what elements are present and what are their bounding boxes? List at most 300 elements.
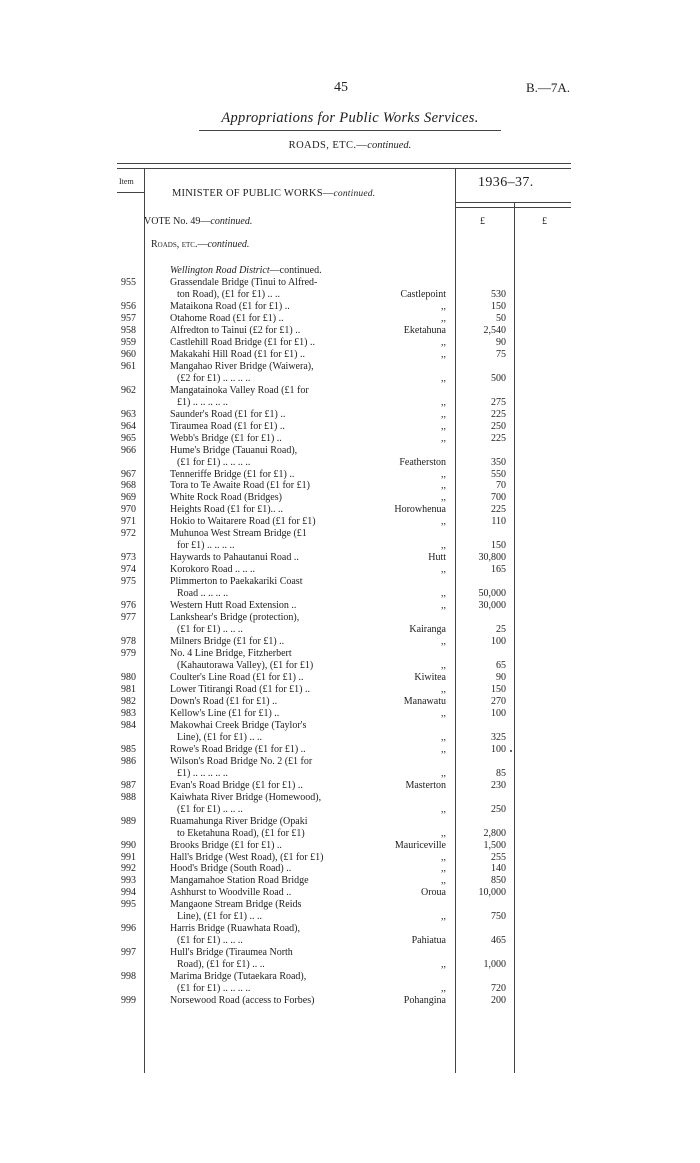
amount: 100 xyxy=(491,707,506,719)
row-line xyxy=(0,852,700,864)
item-description: Road .. .. .. .. xyxy=(177,588,229,600)
item-description: (£1 for £1) .. .. .. .. xyxy=(177,456,251,468)
item-number: 962 xyxy=(121,384,136,396)
row-line xyxy=(0,684,700,696)
amount: 165 xyxy=(491,564,506,576)
row-line xyxy=(0,528,700,540)
table-row xyxy=(0,301,700,313)
item-description: ton Road), (£1 for £1) .. .. xyxy=(177,288,281,300)
table-row xyxy=(0,361,700,385)
row-line xyxy=(0,325,700,337)
electorate: ,, xyxy=(441,336,446,348)
item-number: 984 xyxy=(121,719,136,731)
row-line xyxy=(0,469,700,481)
electorate: ,, xyxy=(441,492,446,504)
table-row xyxy=(0,564,700,576)
item-number: 986 xyxy=(121,755,136,767)
item-number: 982 xyxy=(121,695,136,707)
row-line xyxy=(0,696,700,708)
table-top-rule-2 xyxy=(117,168,571,169)
currency-symbol-2: £ xyxy=(542,216,547,227)
item-number: 973 xyxy=(121,552,136,564)
item-number: 971 xyxy=(121,516,136,528)
table-row xyxy=(0,696,700,708)
row-line xyxy=(0,780,700,792)
item-number: 985 xyxy=(121,743,136,755)
electorate: ,, xyxy=(441,636,446,648)
row-line xyxy=(0,540,700,552)
row-line xyxy=(0,792,700,804)
amount: 255 xyxy=(491,851,506,863)
item-description: Haywards to Pahautanui Road .. xyxy=(170,552,299,564)
electorate: ,, xyxy=(441,600,446,612)
amount: 225 xyxy=(491,408,506,420)
table-row xyxy=(0,277,700,301)
row-line xyxy=(0,959,700,971)
table-row xyxy=(0,445,700,469)
electorate: ,, xyxy=(441,312,446,324)
roads-text: Roads, etc.— xyxy=(151,239,208,250)
item-number: 970 xyxy=(121,504,136,516)
table-row xyxy=(0,780,700,792)
item-number: 992 xyxy=(121,863,136,875)
item-description: Harris Bridge (Ruawhata Road), xyxy=(170,923,300,935)
subtitle-continued: continued. xyxy=(367,140,412,151)
row-line xyxy=(0,480,700,492)
item-number: 981 xyxy=(121,683,136,695)
row-line xyxy=(0,708,700,720)
minister-heading xyxy=(172,188,375,199)
amount: 275 xyxy=(491,396,506,408)
row-line xyxy=(0,947,700,959)
section-subtitle xyxy=(0,140,700,151)
roads-continued: continued. xyxy=(207,239,250,250)
item-number: 959 xyxy=(121,336,136,348)
amount: 70 xyxy=(496,480,506,492)
item-description: (£1 for £1) .. .. .. .. xyxy=(177,983,251,995)
item-description: Mataikona Road (£1 for £1) .. xyxy=(170,300,290,312)
item-number: 963 xyxy=(121,408,136,420)
amount: 225 xyxy=(491,504,506,516)
table-row xyxy=(0,816,700,840)
item-description: Kaiwhata River Bridge (Homewood), xyxy=(170,791,322,803)
table-row xyxy=(0,349,700,361)
item-number: 972 xyxy=(121,528,136,540)
item-description: Hume's Bridge (Tauanui Road), xyxy=(170,444,298,456)
row-line xyxy=(0,552,700,564)
row-line xyxy=(0,337,700,349)
item-description: to Eketahuna Road), (£1 for £1) xyxy=(177,827,305,839)
amount: 2,540 xyxy=(483,324,506,336)
electorate: Horowhenua xyxy=(394,504,446,516)
item-number: 983 xyxy=(121,707,136,719)
item-description: Down's Road (£1 for £1) .. xyxy=(170,695,278,707)
item-description: Rowe's Road Bridge (£1 for £1) .. xyxy=(170,743,306,755)
electorate: Manawatu xyxy=(403,695,446,707)
currency-symbol-1: £ xyxy=(480,216,485,227)
item-number: 980 xyxy=(121,671,136,683)
table-row xyxy=(0,648,700,672)
amount: 250 xyxy=(491,803,506,815)
items-table xyxy=(0,277,700,1007)
electorate: ,, xyxy=(441,743,446,755)
electorate: Masterton xyxy=(405,779,446,791)
row-line xyxy=(0,935,700,947)
item-description: Hall's Bridge (West Road), (£1 for £1) xyxy=(170,851,324,863)
item-description: Hokio to Waitarere Road (£1 for £1) xyxy=(170,516,316,528)
amount: 1,000 xyxy=(483,959,506,971)
row-line xyxy=(0,744,700,756)
electorate: ,, xyxy=(441,408,446,420)
amount: 500 xyxy=(491,372,506,384)
item-number: 993 xyxy=(121,875,136,887)
table-row xyxy=(0,421,700,433)
electorate: ,, xyxy=(441,911,446,923)
item-description: Marima Bridge (Tutaekara Road), xyxy=(170,971,307,983)
item-description: (£2 for £1) .. .. .. .. xyxy=(177,372,251,384)
table-row xyxy=(0,576,700,600)
item-number: 995 xyxy=(121,899,136,911)
row-line xyxy=(0,804,700,816)
item-number: 990 xyxy=(121,839,136,851)
electorate: Hutt xyxy=(428,552,446,564)
row-line xyxy=(0,911,700,923)
amount: 150 xyxy=(491,300,506,312)
electorate: ,, xyxy=(441,660,446,671)
vote-continued: continued. xyxy=(210,216,253,227)
row-line xyxy=(0,636,700,648)
row-line xyxy=(0,516,700,528)
item-number: 999 xyxy=(121,995,136,1007)
item-number: 955 xyxy=(121,277,136,288)
year-header-rule xyxy=(455,202,571,203)
item-number: 965 xyxy=(121,432,136,444)
row-line xyxy=(0,887,700,899)
table-row xyxy=(0,852,700,864)
row-line xyxy=(0,923,700,935)
table-row xyxy=(0,469,700,481)
row-line xyxy=(0,421,700,433)
amount: 50 xyxy=(496,312,506,324)
item-description: Lower Titirangi Road (£1 for £1) .. xyxy=(170,683,310,695)
item-description: (£1 for £1) .. .. .. xyxy=(177,935,243,947)
district-heading xyxy=(170,265,322,276)
row-line xyxy=(0,624,700,636)
item-description: Wilson's Road Bridge No. 2 (£1 for xyxy=(170,755,313,767)
electorate: ,, xyxy=(441,480,446,492)
electorate: Eketahuna xyxy=(403,324,446,336)
electorate: ,, xyxy=(441,731,446,743)
item-description: Milners Bridge (£1 for £1) .. xyxy=(170,636,285,648)
table-row xyxy=(0,409,700,421)
item-number: 958 xyxy=(121,324,136,336)
amount: 720 xyxy=(491,983,506,995)
item-description: Grassendale Bridge (Tinui to Alfred- xyxy=(170,277,318,288)
table-row xyxy=(0,504,700,516)
amount: 30,800 xyxy=(478,552,506,564)
row-line xyxy=(0,445,700,457)
amount: 85 xyxy=(496,767,506,779)
item-description: Webb's Bridge (£1 for £1) .. xyxy=(170,432,282,444)
row-line xyxy=(0,457,700,469)
row-line xyxy=(0,564,700,576)
electorate: ,, xyxy=(441,396,446,408)
amount: 200 xyxy=(491,995,506,1007)
amount: 110 xyxy=(491,516,506,528)
row-line xyxy=(0,373,700,385)
item-description: (£1 for £1) .. .. .. xyxy=(177,803,243,815)
item-description: No. 4 Line Bridge, Fitzherbert xyxy=(170,648,292,660)
amount: 250 xyxy=(491,420,506,432)
electorate: ,, xyxy=(441,683,446,695)
amount: 465 xyxy=(491,935,506,947)
item-description: Plimmerton to Paekakariki Coast xyxy=(170,576,303,588)
item-description: Castlehill Road Bridge (£1 for £1) .. xyxy=(170,336,315,348)
amount: 325 xyxy=(491,731,506,743)
table-row xyxy=(0,313,700,325)
row-line xyxy=(0,899,700,911)
year-header: 1936–37. xyxy=(478,175,534,190)
row-line xyxy=(0,576,700,588)
item-description: Mangahao River Bridge (Waiwera), xyxy=(170,360,314,372)
electorate: ,, xyxy=(441,983,446,995)
item-header-rule xyxy=(117,192,144,193)
item-description: Ruamahunga River Bridge (Opaki xyxy=(170,815,308,827)
table-row xyxy=(0,708,700,720)
row-line xyxy=(0,349,700,361)
item-number: 987 xyxy=(121,779,136,791)
amount: 350 xyxy=(491,456,506,468)
row-line xyxy=(0,720,700,732)
item-column-header: Item xyxy=(119,177,134,186)
row-line xyxy=(0,983,700,995)
row-line xyxy=(0,289,700,301)
item-number: 979 xyxy=(121,648,136,660)
item-description: Mangamahoe Station Road Bridge xyxy=(170,875,309,887)
item-number: 956 xyxy=(121,300,136,312)
table-row xyxy=(0,672,700,684)
electorate: ,, xyxy=(441,588,446,600)
table-row xyxy=(0,552,700,564)
electorate: ,, xyxy=(441,875,446,887)
table-row xyxy=(0,516,700,528)
item-description: Evan's Road Bridge (£1 for £1) .. xyxy=(170,779,303,791)
item-number: 974 xyxy=(121,564,136,576)
electorate: ,, xyxy=(441,432,446,444)
table-row xyxy=(0,337,700,349)
item-number: 991 xyxy=(121,851,136,863)
item-number: 968 xyxy=(121,480,136,492)
item-number: 964 xyxy=(121,420,136,432)
row-line xyxy=(0,313,700,325)
row-line xyxy=(0,672,700,684)
electorate: Pahiatua xyxy=(411,935,446,947)
amount: 850 xyxy=(491,875,506,887)
item-description: for £1) .. .. .. .. xyxy=(177,540,235,552)
electorate: ,, xyxy=(441,851,446,863)
electorate: ,, xyxy=(441,420,446,432)
electorate: ,, xyxy=(441,707,446,719)
item-description: Otahome Road (£1 for £1) .. xyxy=(170,312,284,324)
row-line xyxy=(0,492,700,504)
electorate: ,, xyxy=(441,372,446,384)
item-description: (Kahautorawa Valley), (£1 for £1) xyxy=(177,660,314,671)
table-row xyxy=(0,995,700,1007)
row-line xyxy=(0,409,700,421)
item-description: Tora to Te Awaite Road (£1 for £1) xyxy=(170,480,310,492)
item-description: Lankshear's Bridge (protection), xyxy=(170,612,300,624)
amount: 90 xyxy=(496,336,506,348)
table-row xyxy=(0,492,700,504)
row-line xyxy=(0,397,700,409)
item-description: White Rock Road (Bridges) xyxy=(170,492,282,504)
row-line xyxy=(0,971,700,983)
row-line xyxy=(0,648,700,660)
table-row xyxy=(0,480,700,492)
page-title: Appropriations for Public Works Services. xyxy=(221,110,479,126)
row-line xyxy=(0,361,700,373)
item-description: Hood's Bridge (South Road) .. xyxy=(170,863,292,875)
table-row xyxy=(0,887,700,899)
district-name: Wellington Road District xyxy=(170,265,270,276)
row-line xyxy=(0,768,700,780)
table-row xyxy=(0,385,700,409)
row-line xyxy=(0,433,700,445)
item-description: Line), (£1 for £1) .. .. xyxy=(177,911,262,923)
row-line xyxy=(0,612,700,624)
amount: 10,000 xyxy=(478,887,506,899)
amount: 75 xyxy=(496,348,506,360)
table-row xyxy=(0,840,700,852)
item-number: 961 xyxy=(121,360,136,372)
vote-text: VOTE No. 49— xyxy=(144,216,211,227)
table-row xyxy=(0,923,700,947)
table-row xyxy=(0,792,700,816)
item-number: 957 xyxy=(121,312,136,324)
electorate: ,, xyxy=(441,516,446,528)
row-line xyxy=(0,588,700,600)
item-description: Heights Road (£1 for £1).. .. xyxy=(170,504,284,516)
item-description: Coulter's Line Road (£1 for £1) .. xyxy=(170,671,304,683)
item-number: 976 xyxy=(121,600,136,612)
amount: 150 xyxy=(491,683,506,695)
item-number: 977 xyxy=(121,612,136,624)
table-row xyxy=(0,971,700,995)
item-description: Makowhai Creek Bridge (Taylor's xyxy=(170,719,307,731)
item-description: Korokoro Road .. .. .. xyxy=(170,564,255,576)
electorate: ,, xyxy=(441,468,446,480)
amount: 65 xyxy=(496,660,506,671)
electorate: Oroua xyxy=(421,887,446,899)
table-row xyxy=(0,863,700,875)
item-description: Western Hutt Road Extension .. xyxy=(170,600,297,612)
amount: 30,000 xyxy=(478,600,506,612)
item-number: 996 xyxy=(121,923,136,935)
item-description: Brooks Bridge (£1 for £1) .. xyxy=(170,839,282,851)
item-number: 988 xyxy=(121,791,136,803)
amount: 550 xyxy=(491,468,506,480)
electorate: ,, xyxy=(441,863,446,875)
item-description: Road), (£1 for £1) .. .. xyxy=(177,959,265,971)
row-line xyxy=(0,995,700,1007)
row-line xyxy=(0,756,700,768)
electorate: ,, xyxy=(441,959,446,971)
table-row xyxy=(0,600,700,612)
amount: 150 xyxy=(491,540,506,552)
row-line xyxy=(0,600,700,612)
electorate: ,, xyxy=(441,348,446,360)
amount: 90 xyxy=(496,671,506,683)
amount: 750 xyxy=(491,911,506,923)
item-description: Mangaone Stream Bridge (Reids xyxy=(170,899,302,911)
item-description: Makakahi Hill Road (£1 for £1) .. xyxy=(170,348,305,360)
amount: 700 xyxy=(491,492,506,504)
table-row xyxy=(0,636,700,648)
minister-continued: continued. xyxy=(333,189,376,199)
electorate: ,, xyxy=(441,803,446,815)
amount: 140 xyxy=(491,863,506,875)
item-description: Tenneriffe Bridge (£1 for £1) .. xyxy=(170,468,295,480)
item-description: £1) .. .. .. .. .. xyxy=(177,396,228,408)
row-line xyxy=(0,828,700,840)
item-number: 997 xyxy=(121,947,136,959)
row-line xyxy=(0,504,700,516)
minister-text: MINISTER OF PUBLIC WORKS— xyxy=(172,188,334,199)
row-line xyxy=(0,660,700,672)
item-number: 989 xyxy=(121,815,136,827)
row-line xyxy=(0,816,700,828)
vote-heading xyxy=(144,216,252,227)
item-number: 967 xyxy=(121,468,136,480)
amount: 100 xyxy=(491,743,506,755)
amount: 225 xyxy=(491,432,506,444)
table-row xyxy=(0,756,700,780)
table-row xyxy=(0,899,700,923)
table-row xyxy=(0,720,700,744)
electorate: ,, xyxy=(441,564,446,576)
table-row xyxy=(0,744,700,756)
item-number: 975 xyxy=(121,576,136,588)
table-row xyxy=(0,612,700,636)
table-row xyxy=(0,947,700,971)
item-number: 969 xyxy=(121,492,136,504)
roads-section-heading xyxy=(151,239,249,250)
item-description: Alfredton to Tainui (£2 for £1) .. xyxy=(170,324,301,336)
row-line xyxy=(0,277,700,289)
item-description: Tiraumea Road (£1 for £1) .. xyxy=(170,420,285,432)
electorate: ,, xyxy=(441,767,446,779)
page-number: 45 xyxy=(334,80,348,95)
amount: 230 xyxy=(491,779,506,791)
subtitle-text: ROADS, ETC.— xyxy=(288,140,368,151)
table-row xyxy=(0,875,700,887)
title-rule xyxy=(199,130,501,131)
row-line xyxy=(0,301,700,313)
table-row xyxy=(0,528,700,552)
table-row xyxy=(0,325,700,337)
item-number: 966 xyxy=(121,444,136,456)
item-description: Mangatainoka Valley Road (£1 for xyxy=(170,384,309,396)
electorate: Mauriceville xyxy=(394,839,446,851)
item-description: Line), (£1 for £1) .. .. xyxy=(177,731,262,743)
row-line xyxy=(0,385,700,397)
document-code: B.—7A. xyxy=(526,80,571,95)
item-description: Saunder's Road (£1 for £1) .. xyxy=(170,408,286,420)
table-row xyxy=(0,684,700,696)
electorate: Pohangina xyxy=(403,995,446,1007)
amount: 270 xyxy=(491,695,506,707)
item-description: £1) .. .. .. .. .. xyxy=(177,767,228,779)
